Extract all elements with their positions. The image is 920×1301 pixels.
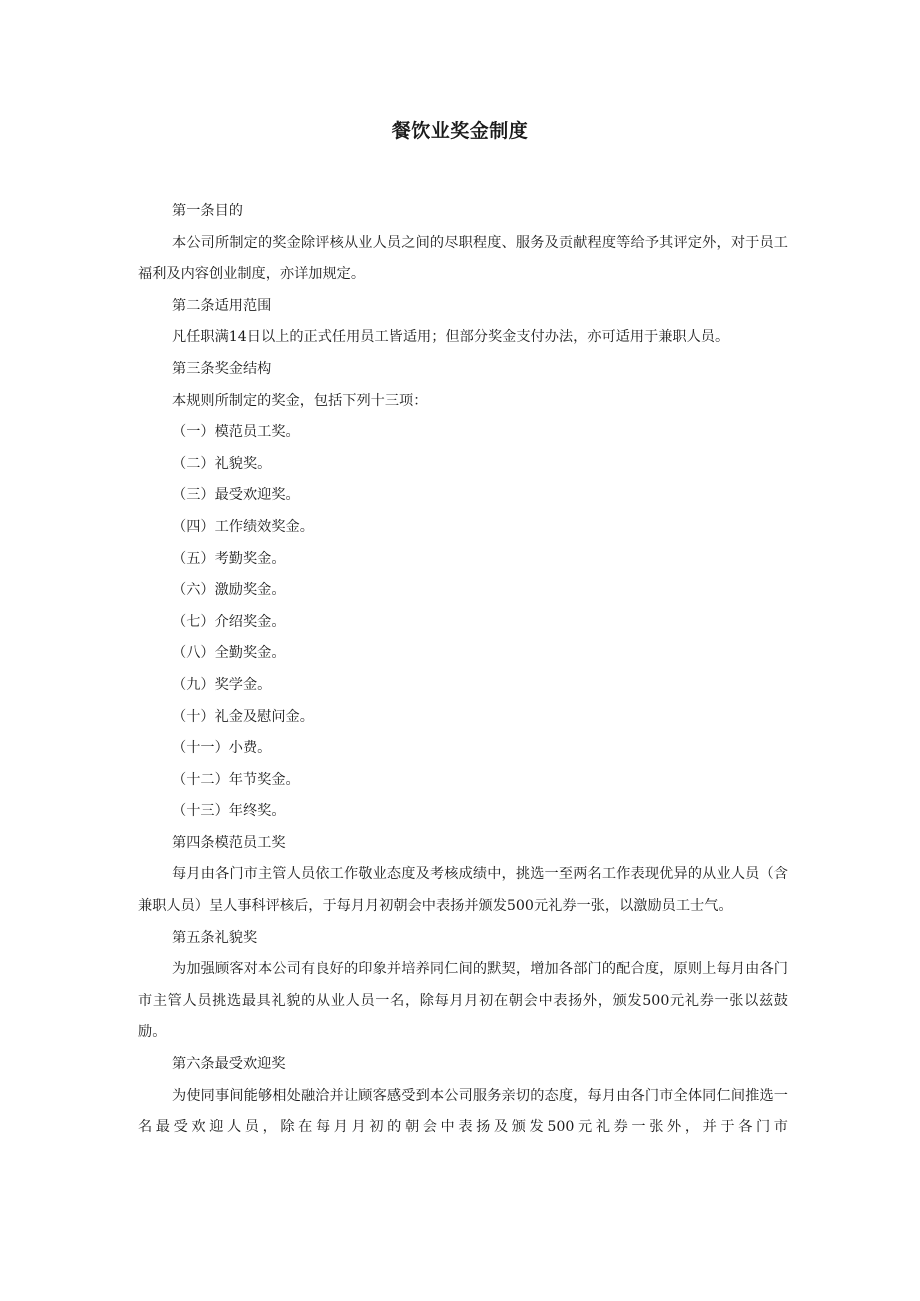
article-3-text: 本规则所制定的奖金，包括下列十三项： [172,392,428,409]
bonus-list-item: （二）礼貌奖。 [172,455,272,472]
bonus-list-item: （十一）小费。 [172,740,272,757]
article-1-heading: 第一条目的 [172,203,243,219]
article-5-heading: 第五条礼貌奖 [172,929,258,946]
bonus-list-item: （八）全勤奖金。 [172,645,286,662]
bonus-list-item: （七）介绍奖金。 [172,613,286,630]
article-4-text: 每月由各门市主管人员依工作敬业态度及考核成绩中，挑选一至两名工作表现优异的从业人员（含兼职人员）呈人事科评核后，于每月月初朝会中表扬并颁发500元礼券一张，以激励员工士气。 [138,866,788,915]
article-2-heading: 第二条适用范围 [172,297,272,314]
bonus-list-item: （十三）年终奖。 [172,803,286,820]
article-6-text: 为使同事间能够相处融洽并让顾客感受到本公司服务亲切的态度，每月由各门市全体同仁间推选一名最受欢迎人员，除在每月月初的朝会中表扬及颁发500元礼券一张外，并于各门市 [138,1087,788,1136]
bonus-list-item: （六）激励奖金。 [172,582,286,599]
bonus-list-item: （四）工作绩效奖金。 [172,518,314,535]
document-title: 餐饮业奖金制度 [391,120,529,142]
bonus-list-item: （九）奖学金。 [172,676,272,693]
bonus-list-item: （十二）年节奖金。 [172,771,300,788]
article-3-heading: 第三条奖金结构 [172,360,272,377]
bonus-list-item: （一）模范员工奖。 [172,424,300,441]
bonus-list-item: （五）考勤奖金。 [172,550,286,567]
document-body [138,196,788,1144]
bonus-list-item: （三）最受欢迎奖。 [172,487,300,504]
article-6-heading: 第六条最受欢迎奖 [172,1056,286,1073]
article-2-text: 凡任职满14日以上的正式任用员工皆适用；但部分奖金支付办法，亦可适用于兼职人员。 [172,329,730,346]
bonus-list-item: （十）礼金及慰问金。 [172,708,314,725]
article-1-text: 本公司所制定的奖金除评核从业人员之间的尽职程度、服务及贡献程度等给予其评定外，对于员工福利及内容创业制度，亦详加规定。 [138,234,788,283]
article-4-heading: 第四条模范员工奖 [172,834,286,851]
article-5-text: 为加强顾客对本公司有良好的印象并培养同仁间的默契，增加各部门的配合度，原则上每月由各门市主管人员挑选最具礼貌的从业人员一名，除每月月初在朝会中表扬外，颁发500元礼券一张以兹鼓励。 [138,961,788,1041]
